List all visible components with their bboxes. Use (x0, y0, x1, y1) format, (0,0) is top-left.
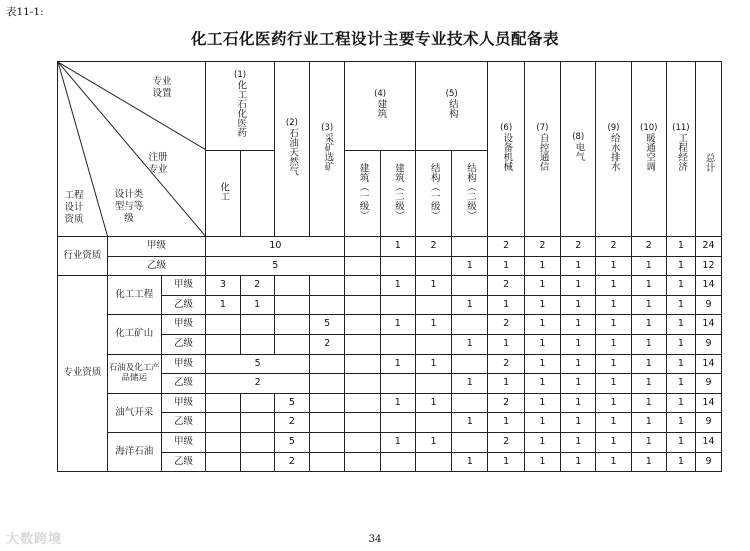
col-header-4: (4) 建筑 (345, 62, 416, 151)
sub-col-arch2: 建筑（二级） (380, 151, 415, 237)
col-header-3: (3) 采矿选矿 (310, 62, 345, 237)
group-name: 油气开采 (107, 393, 161, 432)
table-row: 乙级 2 1 1 1 1 1 1 1 9 (58, 413, 722, 433)
col-header-5: (5) 结构 (415, 62, 488, 151)
watermark: 大数跨境 (6, 532, 63, 547)
group-name: 化工矿山 (107, 315, 161, 354)
col-header-7: (7) 自控通信 (524, 62, 560, 237)
table-row: 乙级 2 1 1 1 1 1 1 1 9 (58, 334, 722, 354)
diagonal-header-cell (58, 62, 206, 237)
table-row: 乙级 2 1 1 1 1 1 1 1 9 (58, 374, 722, 394)
table-row: 石油及化工产品储运 甲级 5 1 1 2 1 1 1 1 1 14 (58, 354, 722, 374)
table-row: 油气开采 甲级 5 1 1 2 1 1 1 1 1 14 (58, 393, 722, 413)
table-row: 乙级 5 1 1 1 1 1 1 1 12 (58, 256, 722, 276)
corner-design-type-grade: 设计类型与等级 (114, 189, 144, 224)
col-header-1: (1) 化工石化医药 (206, 62, 274, 151)
col-header-total: 总计 (695, 62, 721, 237)
industry-label: 行业资质 (58, 237, 108, 276)
page-number: 34 (368, 534, 382, 545)
corner-specialty-setting: 专业设置 (152, 76, 172, 99)
table-row: 专业资质 化工工程 甲级 3 2 1 1 2 1 1 1 1 1 14 (58, 276, 722, 296)
group-name: 海洋石油 (107, 432, 161, 471)
col-header-6: (6) 设备机械 (488, 62, 524, 237)
sub-col-chem: 化工 (206, 151, 240, 237)
col-header-2: (2) 石油天然气 (274, 62, 309, 237)
sub-col-chem-2 (240, 151, 274, 237)
header-row-1 (58, 62, 722, 151)
sub-col-arch1: 建筑（一级） (345, 151, 380, 237)
col-header-11: (11) 工程经济 (666, 62, 695, 237)
table-row: 行业资质 甲级 10 1 2 2 2 2 2 2 1 24 (58, 237, 722, 257)
sub-col-struct1: 结构（一级） (415, 151, 451, 237)
table-row: 海洋石油 甲级 5 1 1 2 1 1 1 1 1 14 (58, 432, 722, 452)
staffing-table (57, 61, 722, 472)
table-row: 乙级 2 1 1 1 1 1 1 1 9 (58, 452, 722, 472)
table-caption: 表11-1: (6, 6, 44, 18)
corner-qualification: 工程设计资质 (64, 190, 84, 225)
professional-label: 专业资质 (58, 276, 108, 472)
col-header-10: (10) 暖通空调 (631, 62, 666, 237)
col-header-8: (8) 电气 (561, 62, 596, 237)
col-header-9: (9) 给水排水 (596, 62, 631, 237)
table-row: 乙级 1 1 1 1 1 1 1 1 1 9 (58, 295, 722, 315)
sub-col-struct2: 结构（二级） (452, 151, 488, 237)
page-title: 化工石化医药行业工程设计主要专业技术人员配备表 (190, 30, 559, 48)
group-name: 化工工程 (107, 276, 161, 315)
table-row: 化工矿山 甲级 5 1 1 2 1 1 1 1 1 14 (58, 315, 722, 335)
corner-registered-specialty: 注册专业 (148, 152, 168, 175)
group-name: 石油及化工产品储运 (107, 354, 161, 393)
